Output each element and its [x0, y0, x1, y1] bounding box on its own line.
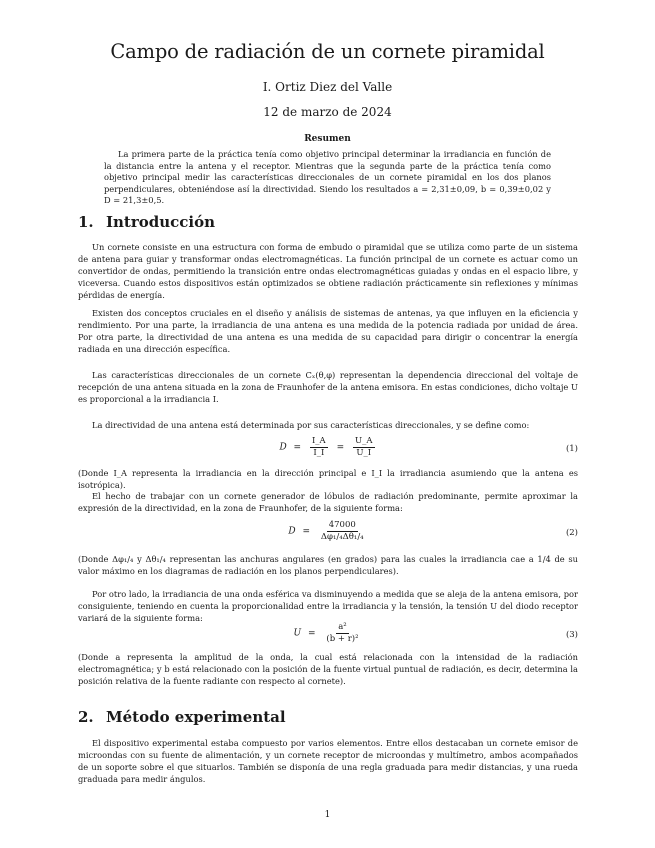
eq1-lhs: D — [279, 442, 287, 453]
paragraph: (Donde I_A representa la irradiancia en la dirección principal e I_I la irradiancia asumiendo que la antena es isotrópica). — [78, 468, 578, 490]
equation-2: D = $\frac{47000}{\text{Δφ₁/₄Δθ₁/₄}}$ (2) — [288, 520, 578, 542]
section-number: 1. — [78, 213, 94, 231]
eq2-fraction-denominator: Δφ₁/₄Δθ₁/₄ — [320, 532, 364, 542]
equation-1: D = $\frac{I\_A}{I\_I}$ = $\frac{U\_A}{U\_I}$ (1) — [279, 436, 578, 458]
eq2-lhs: D — [288, 526, 296, 537]
eq1-fraction-numerator: U_A — [355, 436, 373, 446]
author-name: I. Ortiz Diez del Valle — [262, 80, 393, 94]
section-number: 2. — [78, 708, 94, 726]
paragraph: El dispositivo experimental estaba compuesto por varios elementos. Entre ellos destacaban un cornete emisor de microondas con su fuente de alimentación, y un cornete receptor de microondas y multímetro, ambos acompañados de un soporte sobre el que situarlos. También se disponía de una regla graduada para medir distancias, y una rueda graduada para medir ángulos. — [78, 738, 578, 784]
eq1-fraction-denominator: I_I — [313, 448, 325, 458]
paper-title: Campo de radiación de un cornete piramidal — [110, 40, 545, 63]
paragraph: Las características direccionales de un cornete Cₓ(θ,φ) representan la dependencia direccional del voltaje de recepción de una antena situada en la zona de Fraunhofer de la antena emisora. En estas condiciones, dicho voltaje U es proporcional a la irradiancia I. — [78, 370, 578, 404]
section-title: Introducción — [106, 213, 216, 231]
equation-number: (3) — [565, 630, 578, 640]
eq1-fraction-numerator: I_A — [311, 436, 326, 446]
publication-date: 12 de marzo de 2024 — [263, 105, 392, 119]
paragraph: Por otro lado, la irradiancia de una onda esférica va disminuyendo a medida que se aleja de la antena emisora, por consiguiente, teniendo en cuenta la proporcionalidad entre la irradiancia y la tensión, la tensión U del diodo receptor variará de la siguiente forma: — [78, 589, 578, 623]
equation-3: U = $\frac{\text{a²}}{\text{(b + r)²}}$ (3) — [293, 622, 578, 644]
eq3-lhs: U — [293, 628, 302, 639]
section-heading-metodo-experimental — [78, 708, 286, 726]
paragraph: Un cornete consiste en una estructura con forma de embudo o piramidal que se utiliza como parte de un sistema de antena para guiar y transformar ondas electromagnéticas. La función principal de un cornete es actuar como un convertidor de ondas, permitiendo la transición entre ondas electromagnéticas guiadas y ondas en el espacio libre, y viceversa. Cuando estos dispositivos están optimizados se obtiene radiación prácticamente sin reflexiones y mínimas pérdidas de energía. — [78, 242, 578, 300]
equation-number: (2) — [565, 528, 578, 538]
equation-number: (1) — [565, 444, 578, 454]
abstract-text: La primera parte de la práctica tenía como objetivo principal determinar la irradiancia en función de la distancia entre la antena y el receptor. Mientras que la segunda parte de la práctica tenía como objetivo principal medir las características direccionales de un cornete piramidal en los dos planos perpendiculares, obteniéndose así la directividad. Siendo los resultados a = 2,31±0,09, b = 0,39±0,02 y D = 21,3±0,5. — [104, 149, 551, 206]
eq2-fraction-numerator: 47000 — [328, 520, 356, 530]
abstract-heading: Resumen — [304, 134, 351, 144]
section-title: Método experimental — [106, 708, 286, 726]
paragraph: (Donde a representa la amplitud de la onda, la cual está relacionada con la intensidad de la radiación electromagnética; y b está relacionado con la posición de la fuente virtual puntual de radiación, es decir, determina la posición relativa de la fuente radiante con respecto al cornete). — [78, 652, 578, 686]
paragraph: El hecho de trabajar con un cornete generador de lóbulos de radiación predominante, permite aproximar la expresión de la directividad, en la zona de Fraunhofer, de la siguiente forma: — [78, 491, 578, 513]
eq1-fraction-denominator: U_I — [356, 448, 372, 458]
section-heading-introduccion — [78, 213, 215, 231]
paragraph: La directividad de una antena está determinada por sus características direccionales, y se define como: — [92, 420, 530, 430]
eq3-fraction-numerator: a² — [338, 622, 347, 632]
page-number: 1 — [324, 810, 331, 820]
paragraph: Existen dos conceptos cruciales en el diseño y análisis de sistemas de antenas, ya que influyen en la eficiencia y rendimiento. Por una parte, la irradiancia de una antena es una medida de la potencia radiada por unidad de área. Por otra parte, la directividad de una antena es una medida de su capacidad para dirigir o concentrar la energía radiada en una dirección específica. — [78, 308, 578, 354]
eq3-fraction-denominator: (b + r)² — [326, 634, 359, 644]
paragraph: (Donde Δφ₁/₄ y Δθ₁/₄ representan las anchuras angulares (en grados) para las cuales la irradiancia cae a 1/4 de su valor máximo en los diagramas de radiación en los planos perpendiculares). — [78, 554, 578, 576]
